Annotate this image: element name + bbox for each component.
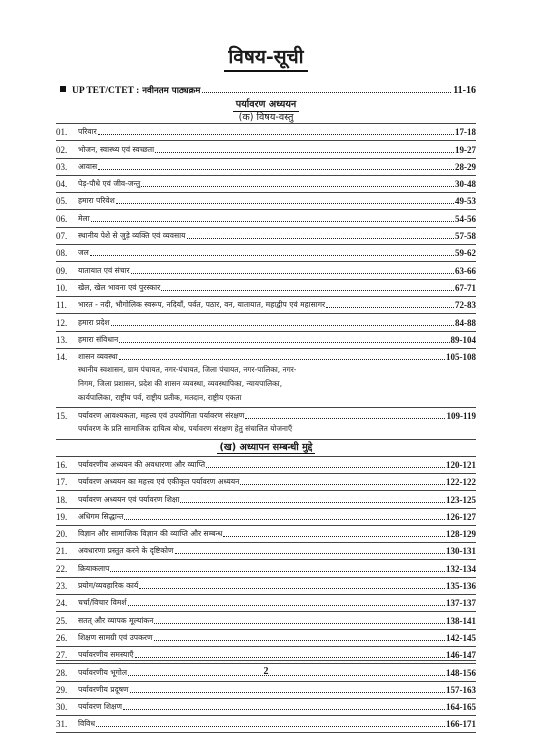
featured-pages: 11-16	[453, 85, 476, 96]
toc-page	[56, 0, 476, 730]
section-b-heading	[56, 440, 476, 457]
section-b-heading-text: (ख) अध्यापन सम्बन्धी मुद्दे	[217, 442, 316, 454]
toc-entry-subtopics: कार्यपालिका, राष्ट्रीय पर्व, राष्ट्रीय प्रतीक, मतदान, राष्ट्रीय एकता	[78, 393, 242, 403]
dot-leader	[187, 238, 454, 239]
featured-entry	[56, 80, 476, 96]
toc-entry-subtopics: पर्यावरण के प्रति सामाजिक दायित्व बोध, पर्यावरण संरक्षण हेतु संचालित योजनाएँ	[78, 424, 293, 434]
toc-entry-number: 24.	[56, 598, 68, 609]
toc-entry	[56, 141, 476, 158]
toc-entry-number: 18.	[56, 494, 68, 505]
toc-entry-title: विविध	[78, 719, 96, 729]
dot-leader	[131, 273, 454, 274]
toc-entry-number: 14.	[56, 351, 68, 362]
toc-entry-pages: 57-58	[455, 231, 476, 242]
dot-leader	[130, 692, 445, 693]
dot-leader	[98, 169, 454, 170]
toc-entry-pages: 126-127	[446, 511, 476, 522]
toc-entry-pages: 72-83	[455, 300, 476, 311]
toc-entry-title: क्रियाकलाप	[78, 563, 110, 573]
toc-entry-title: मेला	[78, 213, 90, 223]
toc-entry-pages: 28-29	[455, 161, 476, 172]
toc-entry	[56, 349, 476, 409]
toc-entry-line	[56, 411, 476, 421]
dot-leader	[90, 255, 454, 256]
dot-leader	[98, 134, 454, 135]
dot-leader	[155, 152, 454, 153]
toc-entry-pages: 142-145	[446, 632, 476, 643]
toc-entry	[56, 280, 476, 297]
toc-entry	[56, 314, 476, 331]
toc-entry-number: 16.	[56, 459, 68, 470]
toc-entry-pages: 54-56	[455, 213, 476, 224]
dot-leader	[135, 657, 446, 658]
toc-entry	[56, 543, 476, 560]
toc-entry-title: पर्यावरणीय प्रदूषण	[78, 684, 129, 694]
toc-entry	[56, 612, 476, 629]
toc-entry-title: हमारा संविधान	[78, 334, 119, 344]
toc-entry-number: 03.	[56, 161, 68, 172]
toc-entry-number: 04.	[56, 179, 68, 190]
toc-entry	[56, 159, 476, 176]
toc-entry-title: हमारा परिवेश	[78, 196, 115, 206]
toc-entry-pages: 164-165	[446, 702, 476, 713]
dot-leader	[124, 519, 445, 520]
toc-entry-pages: 132-134	[446, 563, 476, 574]
toc-entry	[56, 595, 476, 612]
featured-label	[72, 84, 200, 96]
featured-title: नवीनतम पाठ्यक्रम	[142, 86, 201, 96]
toc-entry-number: 10.	[56, 282, 68, 293]
toc-entry-pages: 105-108	[446, 351, 476, 362]
toc-entry-title: शिक्षण सामग्री एवं उपकरण	[78, 632, 153, 642]
toc-entry-title: भोजन, स्वास्थ्य एवं स्वच्छता	[78, 144, 155, 154]
toc-entry-number: 02.	[56, 144, 68, 155]
dot-leader	[91, 221, 454, 222]
dot-leader	[119, 342, 449, 343]
toc-entry-pages: 166-171	[446, 719, 476, 730]
toc-entry	[56, 716, 476, 733]
toc-entry	[56, 124, 476, 141]
dot-leader	[96, 726, 445, 727]
page-title: विषय-सूची	[224, 46, 307, 72]
section-a-heading-text: (क) विषय-वस्तु	[238, 112, 294, 123]
dot-leader	[202, 92, 451, 93]
toc-entry-title: हमारा प्रदेश	[78, 317, 110, 327]
toc-entry-title: सतत् और व्यापक मूल्यांकन	[78, 615, 154, 625]
toc-entry	[56, 228, 476, 245]
toc-entry-title: पेड़-पौधे एवं जीव-जन्तु	[78, 179, 141, 189]
toc-entry-number: 07.	[56, 231, 68, 242]
toc-entry-pages: 84-88	[455, 317, 476, 328]
dot-leader	[119, 359, 445, 360]
toc-entry	[56, 408, 476, 439]
toc-entry-number: 25.	[56, 615, 68, 626]
toc-entry-title: पर्यावरण आवश्यकता, महत्त्व एवं उपयोगिता पर्यावरण संरक्षण	[78, 411, 245, 421]
toc-entry-number: 11.	[56, 300, 67, 311]
toc-entry-title: परिवार	[78, 127, 97, 137]
toc-entry	[56, 647, 476, 664]
toc-entry-title: प्रयोग/व्यवहारिक कार्य	[78, 581, 139, 591]
dot-leader	[180, 502, 445, 503]
toc-entry-title: अवधारणा प्रस्तुत करने के दृष्टिकोण	[78, 546, 174, 556]
dot-leader	[111, 325, 454, 326]
toc-entry-pages: 128-129	[446, 529, 476, 540]
toc-entry-title: भारत - नदी, भौगोलिक स्वरूप, नदियाँ, पर्वत, पठार, वन, यातायात, महाद्वीप एवं महासागर	[78, 300, 326, 310]
toc-entry-number: 06.	[56, 213, 68, 224]
toc-entry	[56, 176, 476, 193]
dot-leader	[175, 553, 445, 554]
toc-entry-number: 30.	[56, 702, 68, 713]
toc-entry	[56, 457, 476, 474]
toc-entry-pages: 17-18	[455, 127, 476, 138]
toc-entry-pages: 137-137	[446, 598, 476, 609]
toc-entry-title: जल	[78, 248, 89, 258]
toc-entry-pages: 146-147	[446, 650, 476, 661]
toc-entry-number: 08.	[56, 248, 68, 259]
toc-entry-pages: 130-131	[446, 546, 476, 557]
toc-entry-title: पर्यावरण अध्ययन का महत्त्व एवं एकीकृत पर्यावरण अध्ययन	[78, 477, 240, 487]
dot-leader	[326, 307, 454, 308]
featured-prefix: UP TET/CTET :	[72, 86, 140, 96]
main-heading-text: पर्यावरण अध्ययन	[233, 97, 299, 112]
toc-entry-pages: 19-27	[455, 144, 476, 155]
toc-entry	[56, 332, 476, 349]
toc-entry	[56, 193, 476, 210]
toc-entry-pages: 157-163	[446, 684, 476, 695]
toc-entry-number: 21.	[56, 546, 68, 557]
toc-entry-pages: 138-141	[446, 615, 476, 626]
square-bullet-icon	[60, 86, 66, 92]
dot-leader	[141, 186, 454, 187]
toc-entry-pages: 123-125	[446, 494, 476, 505]
title-wrap	[56, 46, 476, 72]
toc-entry-title: पर्यावरणीय अध्ययन की अवधारणा और व्याप्ति	[78, 459, 206, 469]
toc-entry-pages: 89-104	[450, 334, 476, 345]
toc-entry-pages: 63-66	[455, 265, 476, 276]
dot-leader	[206, 467, 445, 468]
dot-leader	[240, 484, 445, 485]
dot-leader	[245, 418, 445, 419]
toc-entry-title: पर्यावरणीय भूगोल	[78, 667, 128, 677]
toc-entry	[56, 682, 476, 699]
footer-divider	[56, 660, 476, 661]
toc-entry-title: विज्ञान और सामाजिक विज्ञान की व्याप्ति और सम्बन्ध	[78, 529, 223, 539]
toc-entry	[56, 560, 476, 577]
toc-entry	[56, 245, 476, 262]
toc-entry-pages: 109-119	[446, 411, 476, 422]
toc-entry	[56, 699, 476, 716]
dot-leader	[154, 640, 445, 641]
dot-leader	[128, 605, 445, 606]
toc-entry-title: पर्यावरण शिक्षण	[78, 702, 122, 712]
toc-entry-number: 22.	[56, 563, 68, 574]
page-number: 2	[263, 666, 269, 677]
toc-entry-pages: 49-53	[455, 196, 476, 207]
toc-entry	[56, 509, 476, 526]
dot-leader	[161, 290, 454, 291]
toc-entry-pages: 30-48	[455, 179, 476, 190]
dot-leader	[123, 709, 445, 710]
toc-entry-number: 19.	[56, 511, 68, 522]
dot-leader	[110, 571, 445, 572]
toc-entry-pages: 135-136	[446, 581, 476, 592]
toc-entry-number: 17.	[56, 477, 68, 488]
toc-entry-title: आवास	[78, 161, 98, 171]
toc-entry-number: 05.	[56, 196, 68, 207]
toc-entry	[56, 474, 476, 491]
toc-entry-number: 31.	[56, 719, 68, 730]
toc-entry-subtopics: निगम, जिला प्रशासन, प्रदेश की शासन व्यवस्था, व्यवस्थापिका, न्यायपालिका,	[78, 379, 283, 389]
toc-entry-pages: 122-122	[446, 477, 476, 488]
toc-list	[56, 123, 476, 733]
toc-entry-number: 09.	[56, 265, 68, 276]
toc-entry	[56, 578, 476, 595]
toc-entry-title: खेल, खेल भावना एवं पुरस्कार	[78, 282, 161, 292]
toc-entry-pages: 120-121	[446, 459, 476, 470]
toc-entry-title: चर्चा/विचार विमर्श	[78, 598, 127, 608]
toc-entry-pages: 148-156	[446, 667, 476, 678]
toc-entry-number: 15.	[56, 411, 68, 422]
toc-entry-title: पर्यावरणीय समस्याएँ	[78, 650, 134, 660]
toc-entry-number: 13.	[56, 334, 68, 345]
dot-leader	[154, 623, 445, 624]
toc-entry	[56, 262, 476, 279]
toc-entry-pages: 67-71	[455, 282, 476, 293]
toc-entry-number: 12.	[56, 317, 68, 328]
toc-entry-number: 29.	[56, 684, 68, 695]
toc-entry	[56, 526, 476, 543]
dot-leader	[223, 536, 445, 537]
toc-entry-title: पर्यावरण अध्ययन एवं पर्यावरण शिक्षा	[78, 494, 180, 504]
toc-entry	[56, 491, 476, 508]
toc-entry-title: यातायात एवं संचार	[78, 265, 130, 275]
toc-entry-title: स्थानीय पेशे से जुड़े व्यक्ति एवं व्यवसाय	[78, 231, 186, 241]
toc-entry-number: 23.	[56, 581, 68, 592]
toc-entry-line	[56, 352, 476, 362]
dot-leader	[116, 203, 454, 204]
dot-leader	[139, 588, 445, 589]
section-a-heading	[56, 110, 476, 124]
toc-entry-number: 26.	[56, 632, 68, 643]
toc-entry-number: 27.	[56, 650, 68, 661]
toc-entry	[56, 297, 476, 314]
toc-entry-pages: 59-62	[455, 248, 476, 259]
toc-entry-title: शासन व्यवस्था	[78, 351, 118, 361]
toc-entry-title: अधिगम सिद्धान्त	[78, 511, 124, 521]
toc-entry-number: 01.	[56, 127, 68, 138]
toc-entry-number: 20.	[56, 529, 68, 540]
toc-entry-subtopics: स्थानीय स्वशासन, ग्राम पंचायत, नगर-पंचायत, जिला पंचायत, नगर-पालिका, नगर-	[78, 364, 297, 374]
toc-entry	[56, 630, 476, 647]
toc-entry-number: 28.	[56, 667, 68, 678]
toc-entry	[56, 210, 476, 227]
